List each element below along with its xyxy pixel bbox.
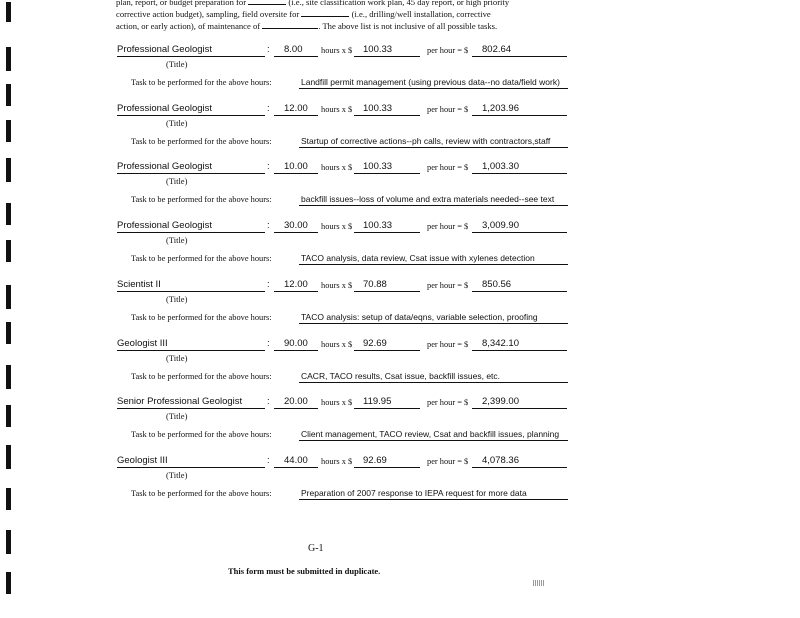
task-description: TACO analysis, data review, Csat issue with xylenes detection [301, 253, 535, 263]
rate-underline [354, 408, 420, 409]
total-underline [472, 232, 567, 233]
task-label: Task to be performed for the above hours: [131, 313, 272, 322]
intro-text: (i.e., site classification work plan, 45 day report, or high priority [288, 0, 510, 7]
entry-title: Senior Professional Geologist [117, 396, 243, 407]
hours-x-label: hours x $ [321, 281, 353, 290]
task-underline [299, 205, 568, 206]
task-description: Landfill permit management (using previous data--no data/field work) [301, 77, 560, 87]
total-underline [472, 350, 567, 351]
submission-note: This form must be submitted in duplicate. [228, 566, 381, 576]
title-caption: (Title) [166, 176, 188, 186]
per-hour-label: per hour = $ [427, 163, 469, 172]
entry-line [117, 160, 567, 174]
title-underline [117, 173, 265, 174]
entry-rate: 100.33 [363, 161, 393, 172]
colon: : [267, 279, 270, 290]
edge-mark [6, 445, 11, 469]
hours-x-label: hours x $ [321, 105, 353, 114]
per-hour-label: per hour = $ [427, 281, 469, 290]
entry-hours: 20.00 [284, 396, 308, 407]
intro-text: The above list is not inclusive of all possible tasks. [322, 21, 498, 32]
task-description: backfill issues--loss of volume and extra materials needed--see text [301, 194, 555, 204]
colon: : [267, 161, 270, 172]
total-underline [472, 291, 567, 292]
title-caption: (Title) [166, 470, 188, 480]
entry-title: Professional Geologist [117, 44, 213, 55]
edge-mark [6, 405, 11, 427]
edge-mark [6, 365, 11, 389]
entry-title: Professional Geologist [117, 103, 213, 114]
entry-total: 8,342.10 [482, 338, 519, 349]
hours-x-label: hours x $ [321, 222, 353, 231]
edge-mark [6, 158, 11, 182]
edge-mark [6, 488, 11, 510]
hours-x-label: hours x $ [321, 163, 353, 172]
task-line [131, 427, 571, 441]
title-underline [117, 291, 265, 292]
title-caption: (Title) [166, 59, 188, 69]
entry-hours: 8.00 [284, 44, 303, 55]
title-underline [117, 115, 265, 116]
total-underline [472, 408, 567, 409]
scan-stamp-mark [533, 580, 545, 586]
intro-line-2 [116, 8, 586, 20]
hours-x-label: hours x $ [321, 46, 353, 55]
hours-underline [274, 115, 318, 116]
hours-underline [274, 350, 318, 351]
task-label: Task to be performed for the above hours: [131, 489, 272, 498]
entry-total: 4,078.36 [482, 455, 519, 466]
intro-text: (i.e., drilling/well installation, corrective [351, 9, 491, 20]
rate-underline [354, 173, 420, 174]
entry-rate: 70.88 [363, 279, 387, 290]
hours-x-label: hours x $ [321, 340, 353, 349]
entry-title: Geologist III [117, 338, 168, 349]
title-caption: (Title) [166, 118, 188, 128]
title-underline [117, 350, 265, 351]
per-hour-label: per hour = $ [427, 340, 469, 349]
entry-hours: 12.00 [284, 279, 308, 290]
title-caption: (Title) [166, 235, 188, 245]
task-underline [299, 440, 568, 441]
task-description: TACO analysis: setup of data/eqns, variable selection, proofing [301, 312, 538, 322]
task-underline [299, 323, 568, 324]
blank-field [301, 8, 349, 17]
edge-mark [6, 240, 11, 262]
entry-rate: 100.33 [363, 220, 393, 231]
entry-title: Scientist II [117, 279, 161, 290]
entry-line [117, 395, 567, 409]
blank-field [248, 0, 286, 5]
entry-rate: 119.95 [363, 396, 392, 407]
total-underline [472, 173, 567, 174]
task-underline [299, 499, 568, 500]
entry-line [117, 102, 567, 116]
colon: : [267, 396, 270, 407]
entry-title: Geologist III [117, 455, 168, 466]
title-underline [117, 232, 265, 233]
edge-mark [6, 203, 11, 225]
page-number: G-1 [308, 543, 324, 554]
task-description: Startup of corrective actions--ph calls, review with contractors,staff [301, 136, 551, 146]
task-label: Task to be performed for the above hours: [131, 254, 272, 263]
task-label: Task to be performed for the above hours: [131, 430, 272, 439]
task-underline [299, 147, 568, 148]
entry-hours: 30.00 [284, 220, 308, 231]
colon: : [267, 44, 270, 55]
entry-total: 1,003.30 [482, 161, 519, 172]
entry-total: 1,203.96 [482, 103, 519, 114]
task-underline [299, 264, 568, 265]
hours-underline [274, 232, 318, 233]
entry-title: Professional Geologist [117, 161, 213, 172]
entry-rate: 100.33 [363, 44, 393, 55]
task-line [131, 486, 571, 500]
per-hour-label: per hour = $ [427, 105, 469, 114]
colon: : [267, 220, 270, 231]
task-label: Task to be performed for the above hours: [131, 78, 272, 87]
hours-x-label: hours x $ [321, 398, 353, 407]
edge-mark [6, 322, 11, 344]
title-caption: (Title) [166, 294, 188, 304]
entry-total: 850.56 [482, 279, 512, 290]
task-line [131, 192, 571, 206]
title-caption: (Title) [166, 411, 188, 421]
task-underline [299, 88, 568, 89]
task-description: Preparation of 2007 response to IEPA request for more data [301, 488, 527, 498]
entry-line [117, 43, 567, 57]
hours-underline [274, 467, 318, 468]
entry-total: 3,009.90 [482, 220, 519, 231]
entry-hours: 44.00 [284, 455, 308, 466]
entry-rate: 100.33 [363, 103, 393, 114]
entry-total: 802.64 [482, 44, 512, 55]
task-label: Task to be performed for the above hours: [131, 195, 272, 204]
edge-mark [6, 285, 11, 309]
rate-underline [354, 467, 420, 468]
rate-underline [354, 350, 420, 351]
rate-underline [354, 291, 420, 292]
intro-text: plan, report, or budget preparation for [116, 0, 247, 7]
task-line [131, 310, 571, 324]
entry-hours: 12.00 [284, 103, 308, 114]
per-hour-label: per hour = $ [427, 222, 469, 231]
hours-underline [274, 56, 318, 57]
task-label: Task to be performed for the above hours: [131, 372, 272, 381]
rate-underline [354, 115, 420, 116]
hours-underline [274, 173, 318, 174]
intro-paragraph [116, 0, 586, 33]
rate-underline [354, 232, 420, 233]
edge-mark [6, 2, 11, 22]
per-hour-label: per hour = $ [427, 46, 469, 55]
entry-rate: 92.69 [363, 455, 387, 466]
entry-line [117, 219, 567, 233]
edge-mark [6, 530, 11, 554]
blank-field [262, 20, 318, 29]
intro-text: action, or early action), of maintenance of [116, 21, 261, 32]
intro-line-1 [116, 0, 586, 8]
task-underline [299, 382, 568, 383]
entry-line [117, 454, 567, 468]
title-caption: (Title) [166, 353, 188, 363]
task-description: CACR, TACO results, Csat issue, backfill issues, etc. [301, 371, 501, 381]
task-description: Client management, TACO review, Csat and backfill issues, planning [301, 429, 560, 439]
edge-mark [6, 120, 11, 142]
hours-underline [274, 408, 318, 409]
rate-underline [354, 56, 420, 57]
total-underline [472, 56, 567, 57]
title-underline [117, 467, 265, 468]
task-line [131, 251, 571, 265]
total-underline [472, 467, 567, 468]
title-underline [117, 408, 265, 409]
colon: : [267, 338, 270, 349]
title-underline [117, 56, 265, 57]
colon: : [267, 455, 270, 466]
hours-underline [274, 291, 318, 292]
per-hour-label: per hour = $ [427, 457, 469, 466]
intro-text: corrective action budget), sampling, field oversite for [116, 9, 300, 20]
task-label: Task to be performed for the above hours: [131, 137, 272, 146]
entry-line [117, 278, 567, 292]
entry-hours: 90.00 [284, 338, 308, 349]
task-line [131, 134, 571, 148]
edge-mark [6, 572, 11, 594]
edge-mark [6, 84, 11, 106]
hours-x-label: hours x $ [321, 457, 353, 466]
entry-total: 2,399.00 [482, 396, 519, 407]
colon: : [267, 103, 270, 114]
entry-line [117, 337, 567, 351]
intro-line-3: action, or early action), of maintenance of . The above list is not inclusive of all possible tasks. [116, 21, 498, 32]
edge-mark [6, 47, 11, 71]
task-line [131, 369, 571, 383]
entry-hours: 10.00 [284, 161, 308, 172]
per-hour-label: per hour = $ [427, 398, 469, 407]
total-underline [472, 115, 567, 116]
entry-title: Professional Geologist [117, 220, 213, 231]
entry-rate: 92.69 [363, 338, 387, 349]
task-line [131, 75, 571, 89]
